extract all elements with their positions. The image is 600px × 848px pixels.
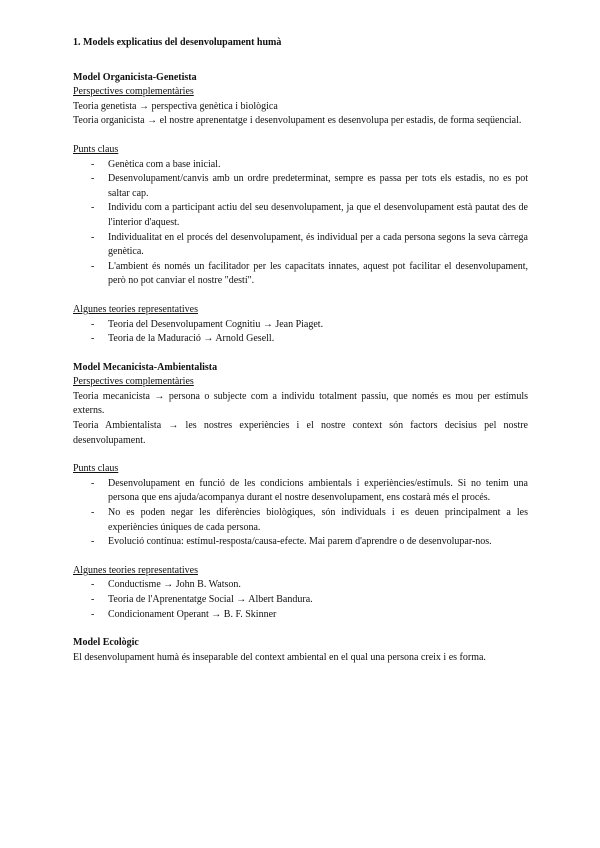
document-title: 1. Models explicatius del desenvolupament humà [73,37,282,48]
list-item [73,506,528,535]
theories-list [73,318,528,347]
bullet-dash: - [91,477,95,489]
list-item [73,158,528,173]
bullet-dash: - [91,231,95,243]
list-item-text: Desenvolupament en funció de les condicions ambientals i experiències/estímuls. Si no tenim una persona que ens ajuda/acompanya durant el nostre desenvolupament, ens costarà més el procés. [108,477,528,504]
bullet-dash: - [91,608,95,620]
list-item-text: Individu com a participant actiu del seu desenvolupament, ja que el desenvolupament està pautat des de l'interior d'aquest. [108,202,528,228]
list-item [73,578,528,593]
bullet-dash: - [91,173,95,185]
theories-label: Algunes teories representatives [73,303,198,315]
list-item-text: Evolució contínua: estímul-resposta/causa-efecte. Mai parem d'aprendre o de desenvolupar-nos. [108,536,492,548]
perspectives-label: Perspectives complementàries [73,376,194,388]
key-points-list [73,158,528,289]
bullet-dash: - [91,318,95,330]
perspectives-label: Perspectives complementàries [73,86,194,98]
bullet-dash: - [91,158,95,170]
list-item-text: Genètica com a base inicial. [108,158,221,170]
bullet-dash: - [91,594,95,605]
list-item [73,593,528,608]
list-item-text: Desenvolupament/canvis amb un ordre predeterminat, sempre es passa per tots els estadis, no es pot saltar cap. [108,173,528,199]
list-item [73,260,528,289]
section-title-ecologic: Model Ecològic [73,637,139,649]
bullet-dash: - [91,202,95,214]
list-item [73,535,528,550]
bullet-dash: - [91,536,95,548]
perspective-text: Teoria organicista → el nostre aprenentatge i desenvolupament es desenvolupa per estadis, de forma seqüencial. [73,115,522,127]
section-title-organicista: Model Organicista-Genetista [73,71,197,83]
list-item [73,231,528,260]
bullet-dash: - [91,579,95,591]
section-title-mecanicista: Model Mecanicista-Ambientalista [73,361,218,373]
list-item-text: Teoria del Desenvolupament Cognitiu → Jean Piaget. [108,318,324,330]
list-item [73,318,528,333]
list-item-text: Individualitat en el procés del desenvolupament, és individual per a cada persona segons la seva càrrega genètica. [108,231,528,258]
key-points-label: Punts claus [73,463,119,475]
perspective-text: Teoria mecanicista → persona o subjecte com a individu totalment passiu, que només es mou per estímuls externs. [73,390,528,417]
ecological-text: El desenvolupament humà és inseparable del context ambiental en el qual una persona creix i es forma. [73,651,486,663]
list-item-text: Teoria de la Maduració → Arnold Gesell. [108,333,275,345]
bullet-dash: - [91,260,95,272]
perspective-text: Teoria genetista → perspectiva genètica i biològica [73,100,278,112]
list-item [73,608,528,623]
bullet-dash: - [91,507,95,519]
list-item [73,477,528,506]
list-item [73,172,528,201]
theories-label: Algunes teories representatives [73,564,198,576]
bullet-dash: - [91,333,95,345]
list-item-text: Conductisme → John B. Watson. [108,579,241,591]
list-item-text: No es poden negar les diferències biològiques, són individuals i es deuen principalment a les experiències úniques de cada persona. [108,507,528,533]
key-points-label: Punts claus [73,143,119,155]
list-item [73,201,528,230]
list-item [73,332,528,347]
list-item-text: L'ambient és només un facilitador per les capacitats innates, aquest pot facilitar el desenvolupament, però no pot canviar el nostre "destí". [108,260,528,287]
key-points-list [73,477,528,550]
list-item-text: Condicionament Operant → B. F. Skinner [108,608,277,620]
list-item-text: Teoria de l'Aprenentatge Social → Albert Bandura. [108,594,313,605]
perspective-text: Teoria Ambientalista → les nostres experiències i el nostre context són factors decisius pel nostre desenvolupament. [73,420,528,446]
theories-list [73,578,528,622]
